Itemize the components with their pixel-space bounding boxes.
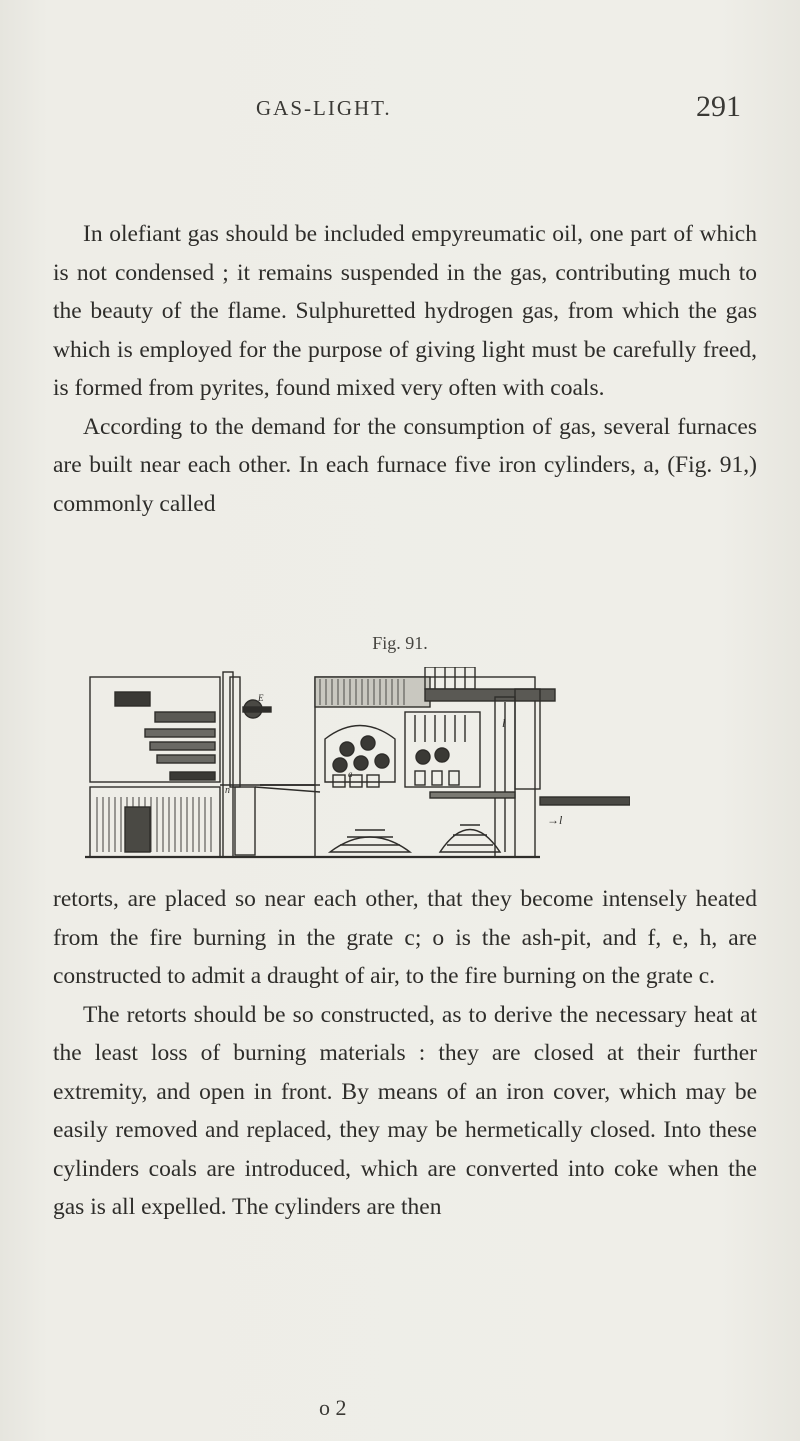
figure-caption: Fig. 91. — [372, 633, 428, 653]
lower-beam — [430, 792, 515, 798]
page-number: 291 — [696, 90, 741, 123]
outlet-pipe — [540, 797, 630, 805]
retort-left-3 — [145, 729, 215, 737]
label-l: l — [502, 716, 506, 730]
running-title: GAS-LIGHT. — [256, 96, 392, 120]
grate-left — [170, 772, 215, 780]
valve-bar — [243, 707, 271, 712]
left-furnace-lower — [90, 787, 220, 857]
retort-left-1 — [115, 692, 150, 706]
far-right-frame — [515, 689, 540, 789]
paragraph-retorts: retorts, are placed so near each other, that they become intensely heated from the fire burning in the grate c; o is the ash-pit, and f, e, h, are constructed to admit a draught of air, to the fire burning on the grate c. — [53, 886, 757, 989]
paragraph-furnaces: According to the demand for the consumption of gas, several furnaces are built near each other. In each furnace five iron cylinders, a, (Fig. 91,) commonly called — [53, 413, 757, 517]
label-small-a: a — [348, 769, 353, 779]
label-n: n — [225, 785, 230, 796]
text-block-top — [53, 215, 757, 523]
left-ashpit-door — [125, 807, 150, 852]
retort-mouth-7 — [435, 748, 449, 762]
figure-linework — [85, 667, 630, 857]
retort-left-5 — [157, 755, 215, 763]
retort-mouth-4 — [354, 756, 368, 770]
furnace-retort-illustration — [85, 667, 630, 862]
paragraph-olefiant-gas: In olefiant gas should be included empyreumatic oil, one part of which is not condensed ; it remains suspended in the gas, contributing much to the beauty of the flame. Sulphuretted hydrogen gas, from which the gas which is employed for the purpose of giving light must be carefully freed, is formed from pyrites, found mixed very often with coals. — [53, 221, 757, 401]
standpipe-inner — [230, 677, 240, 787]
collector-pipe — [425, 689, 555, 701]
grate-door-3 — [367, 775, 379, 787]
page-header — [0, 90, 800, 130]
signature-mark — [319, 1395, 347, 1421]
retort-mouth-1 — [340, 742, 354, 756]
center-column — [235, 787, 255, 855]
figure-letters — [225, 693, 563, 827]
retort-left-2 — [155, 712, 215, 722]
signature-text: o 2 — [319, 1395, 347, 1420]
retort-mouth-2 — [361, 736, 375, 750]
retort-mouth-6 — [416, 750, 430, 764]
retort-left-4 — [150, 742, 215, 750]
label-arrow: →l — [547, 813, 563, 827]
coke-heap-right — [440, 830, 500, 853]
grate-door-1 — [333, 775, 345, 787]
paragraph-construction: The retorts should be so constructed, as to derive the necessary heat at the least loss of burning materials : they are closed at their further extremity, and open in front. By means of an iron cover, which may be easily removed and replaced, they may be hermetically closed. Into these cylinders coals are introduced, which are converted into coke when the gas is all expelled. The cylinders are then — [53, 1001, 757, 1220]
text-block-bottom — [53, 880, 757, 1227]
retort-mouth-3 — [333, 758, 347, 772]
label-e: E — [258, 693, 264, 703]
top-cap-group — [425, 667, 475, 689]
standpipe-left — [223, 672, 233, 857]
connector-diag — [255, 787, 320, 792]
retort-mouth-5 — [375, 754, 389, 768]
left-ashpit-hatching — [97, 797, 211, 852]
